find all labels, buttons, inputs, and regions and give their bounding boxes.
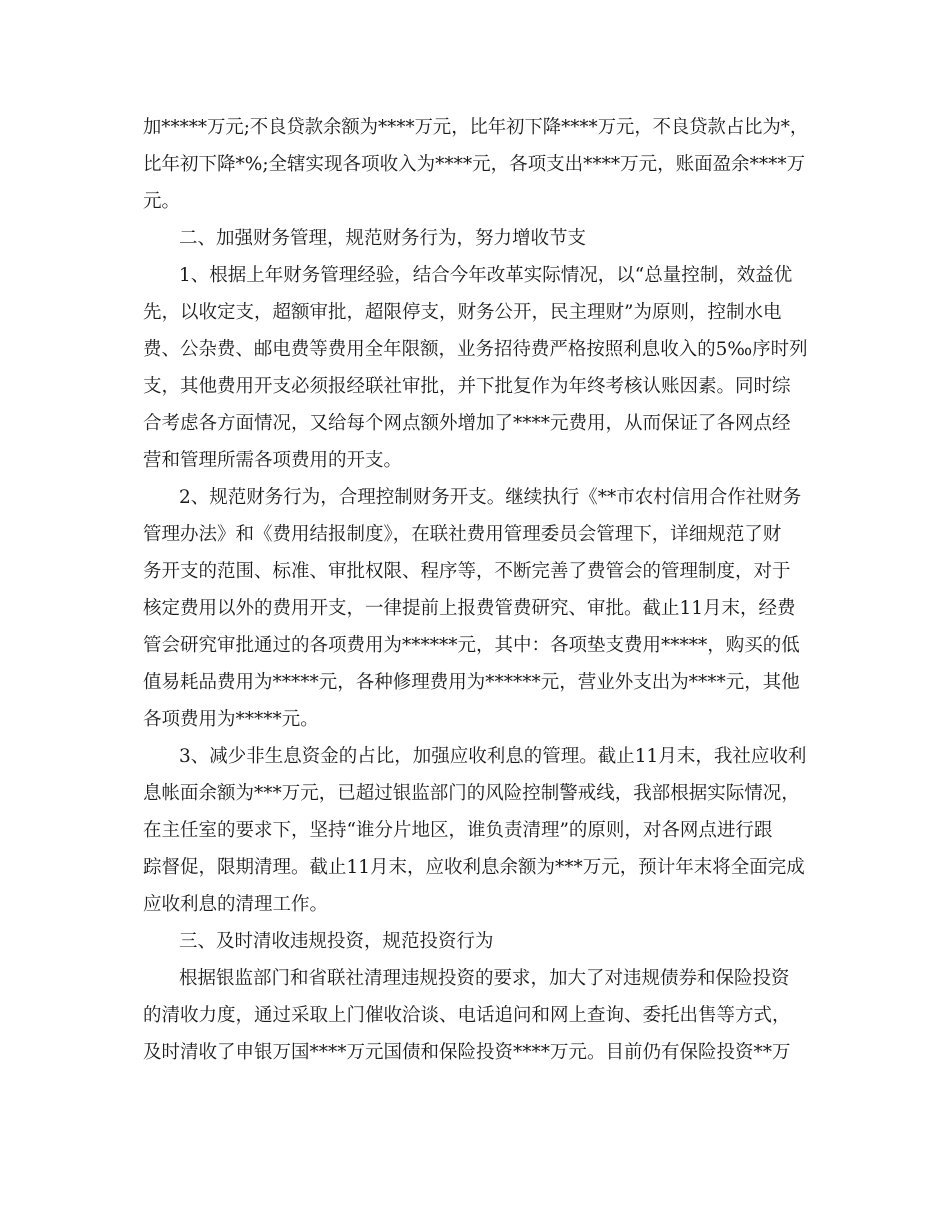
- line-text: 核定费用以外的费用开支，一律提前上报费管费研究、审批。截止11月末，经费: [143, 598, 796, 619]
- text-line: [0, 295, 950, 331]
- text-line: [0, 443, 950, 479]
- line-text: 合考虑各方面情况，又给每个网点额外增加了****元费用，从而保证了各网点经: [143, 413, 791, 434]
- line-text: 三、及时清收违规投资，规范投资行为: [179, 931, 494, 952]
- section-heading: [0, 221, 950, 257]
- line-text: 比年初下降*%;全辖实现各项收入为****元，各项支出****万元，账面盈余****万: [143, 154, 806, 175]
- text-line: [0, 369, 950, 405]
- line-text: 3、减少非生息资金的占比，加强应收利息的管理。截止11月末，我社应收利: [179, 746, 807, 767]
- text-line: [0, 406, 950, 442]
- line-text: 营和管理所需各项费用的开支。: [143, 450, 403, 471]
- text-line: [0, 961, 950, 997]
- section-heading: [0, 924, 950, 960]
- line-text: 费、公杂费、邮电费等费用全年限额，业务招待费严格按照利息收入的5‰序时列: [143, 339, 808, 360]
- text-line: [0, 1035, 950, 1071]
- line-text: 管理办法》和《费用结报制度》，在联社费用管理委员会管理下，详细规范了财: [143, 524, 782, 545]
- text-line: [0, 554, 950, 590]
- text-line: [0, 813, 950, 849]
- text-line: [0, 776, 950, 812]
- text-line: [0, 110, 950, 146]
- line-text: 支，其他费用开支必须报经联社审批，并下批复作为年终考核认账因素。同时综: [143, 376, 791, 397]
- text-line: [0, 591, 950, 627]
- line-text: 值易耗品费用为*****元，各种修理费用为******元，营业外支出为****元，其他: [143, 672, 800, 693]
- line-text: 在主任室的要求下，坚持“谁分片地区，谁负责清理”的原则，对各网点进行跟: [143, 820, 773, 841]
- line-text: 根据银监部门和省联社清理违规投资的要求，加大了对违规债券和保险投资: [179, 968, 790, 989]
- line-text: 管会研究审批通过的各项费用为******元，其中：各项垫支费用*****，购买的低: [143, 635, 800, 656]
- text-line: [0, 628, 950, 664]
- text-line: [0, 517, 950, 553]
- line-text: 各项费用为*****元。: [143, 709, 319, 730]
- line-text: 及时清收了申银万国****万元国债和保险投资****万元。目前仍有保险投资**万: [143, 1042, 791, 1063]
- text-line: [0, 665, 950, 701]
- text-line: [0, 998, 950, 1034]
- line-text: 加*****万元;不良贷款余额为****万元，比年初下降****万元，不良贷款占比为*，: [143, 117, 809, 138]
- text-line: [0, 850, 950, 886]
- line-text: 息帐面余额为***万元，已超过银监部门的风险控制警戒线，我部根据实际情况，: [143, 783, 800, 804]
- line-text: 元。: [143, 191, 181, 212]
- text-line: [0, 887, 950, 923]
- text-line: [0, 739, 950, 775]
- line-text: 先，以收定支，超额审批，超限停支，财务公开，民主理财”为原则，控制水电: [143, 302, 782, 323]
- line-text: 二、加强财务管理，规范财务行为，努力增收节支: [179, 228, 587, 249]
- text-line: [0, 147, 950, 183]
- line-text: 1、根据上年财务管理经验，结合今年改革实际情况，以“总量控制，效益优: [179, 265, 793, 286]
- line-text: 踪督促，限期清理。截止11月末，应收利息余额为***万元，预计年末将全面完成: [143, 857, 805, 878]
- line-text: 的清收力度，通过采取上门催收洽谈、电话追问和网上查询、委托出售等方式，: [143, 1005, 791, 1026]
- line-text: 务开支的范围、标准、审批权限、程序等，不断完善了费管会的管理制度，对于: [143, 561, 791, 582]
- line-text: 2、规范财务行为，合理控制财务开支。继续执行《**市农村信用合作社财务: [179, 487, 802, 508]
- text-line: [0, 480, 950, 516]
- text-line: [0, 184, 950, 220]
- text-line: [0, 332, 950, 368]
- text-line: [0, 258, 950, 294]
- line-text: 应收利息的清理工作。: [143, 894, 329, 915]
- text-line: [0, 702, 950, 738]
